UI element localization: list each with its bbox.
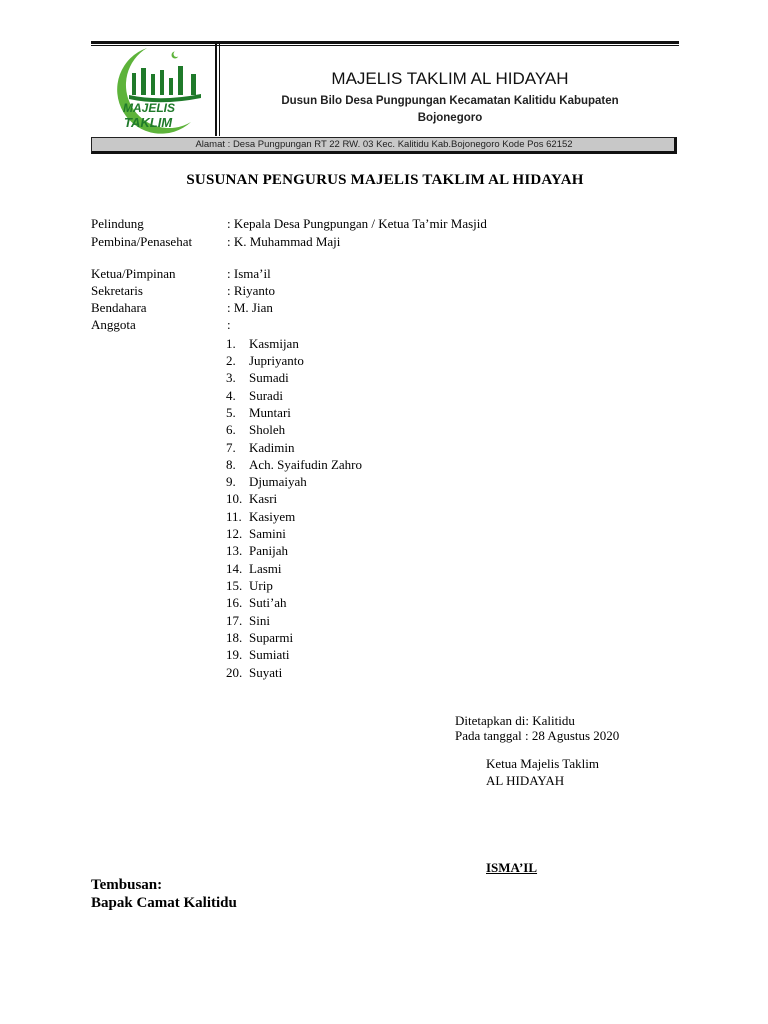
member-number: 20. — [226, 665, 243, 680]
member-number: 4. — [226, 388, 236, 403]
signature-date: Pada tanggal : 28 Agustus 2020 — [455, 728, 620, 743]
role-label: Pembina/Penasehat — [91, 234, 193, 249]
signature-position-line2: AL HIDAYAH — [486, 773, 565, 788]
signature-place: Ditetapkan di: Kalitidu — [455, 713, 575, 728]
member-name: Kadimin — [249, 440, 295, 455]
member-number: 7. — [226, 440, 236, 455]
member-name: Sholeh — [249, 422, 286, 437]
cc-recipient: Bapak Camat Kalitidu — [91, 895, 237, 911]
member-number: 3. — [226, 370, 236, 385]
member-number: 12. — [226, 526, 243, 541]
member-number: 13. — [226, 543, 243, 558]
role-label: Anggota — [91, 317, 136, 332]
cc-label: Tembusan: — [91, 877, 163, 893]
role-value: : K. Muhammad Maji — [227, 234, 341, 249]
member-number: 8. — [226, 457, 236, 472]
member-number: 5. — [226, 405, 236, 420]
document-title: SUSUNAN PENGURUS MAJELIS TAKLIM AL HIDAYAH — [186, 172, 584, 188]
role-label: Pelindung — [91, 216, 144, 231]
member-number: 1. — [226, 336, 236, 351]
member-name: Kasri — [249, 491, 278, 506]
member-name: Ach. Syaifudin Zahro — [249, 457, 363, 472]
member-name: Muntari — [249, 405, 291, 420]
role-label: Sekretaris — [91, 283, 143, 298]
role-value: : — [227, 317, 231, 332]
member-number: 14. — [226, 561, 243, 576]
org-address-line2: Bojonegoro — [417, 112, 483, 124]
svg-text:MAJELIS: MAJELIS — [123, 101, 176, 115]
member-name: Urip — [249, 578, 273, 593]
member-number: 19. — [226, 647, 243, 662]
member-number: 18. — [226, 630, 243, 645]
org-address — [240, 93, 660, 127]
header-divider — [215, 44, 217, 136]
member-name: Suti’ah — [249, 595, 287, 610]
member-number: 15. — [226, 578, 243, 593]
signatory-name: ISMA’IL — [486, 860, 538, 875]
member-name: Panijah — [249, 543, 288, 558]
member-number: 10. — [226, 491, 243, 506]
member-name: Suparmi — [249, 630, 294, 645]
role-value: : Riyanto — [227, 283, 276, 298]
svg-text:TAKLIM: TAKLIM — [124, 115, 173, 130]
member-name: Sumiati — [249, 647, 290, 662]
member-number: 6. — [226, 422, 236, 437]
member-number: 16. — [226, 595, 243, 610]
role-label: Bendahara — [91, 300, 147, 315]
member-name: Suyati — [249, 665, 283, 680]
org-address-line1: Dusun Bilo Desa Pungpungan Kecamatan Kalitidu Kabupaten — [281, 95, 619, 107]
org-name: MAJELIS TAKLIM AL HIDAYAH — [331, 69, 569, 88]
member-name: Lasmi — [249, 561, 282, 576]
member-name: Sumadi — [249, 370, 289, 385]
member-name: Kasiyem — [249, 509, 296, 524]
member-number: 17. — [226, 613, 243, 628]
member-number: 11. — [226, 509, 242, 524]
role-value: : Kepala Desa Pungpungan / Ketua Ta’mir Masjid — [227, 216, 487, 231]
org-logo — [91, 44, 214, 136]
signature-position-line1: Ketua Majelis Taklim — [486, 756, 599, 771]
member-name: Jupriyanto — [249, 353, 304, 368]
role-value: : M. Jian — [227, 300, 273, 315]
address-bar-text: Alamat : Desa Pungpungan RT 22 RW. 03 Kec. Kalitidu Kab.Bojonegoro Kode Pos 62152 — [195, 139, 573, 150]
member-name: Suradi — [249, 388, 283, 403]
member-number: 9. — [226, 474, 236, 489]
role-value: : Isma’il — [227, 266, 271, 281]
member-name: Sini — [249, 613, 270, 628]
header-divider-thin — [219, 44, 220, 136]
member-name: Djumaiyah — [249, 474, 307, 489]
mosque-crescent-logo-icon — [91, 44, 214, 136]
role-label: Ketua/Pimpinan — [91, 266, 176, 281]
member-number: 2. — [226, 353, 236, 368]
member-name: Kasmijan — [249, 336, 299, 351]
member-name: Samini — [249, 526, 286, 541]
